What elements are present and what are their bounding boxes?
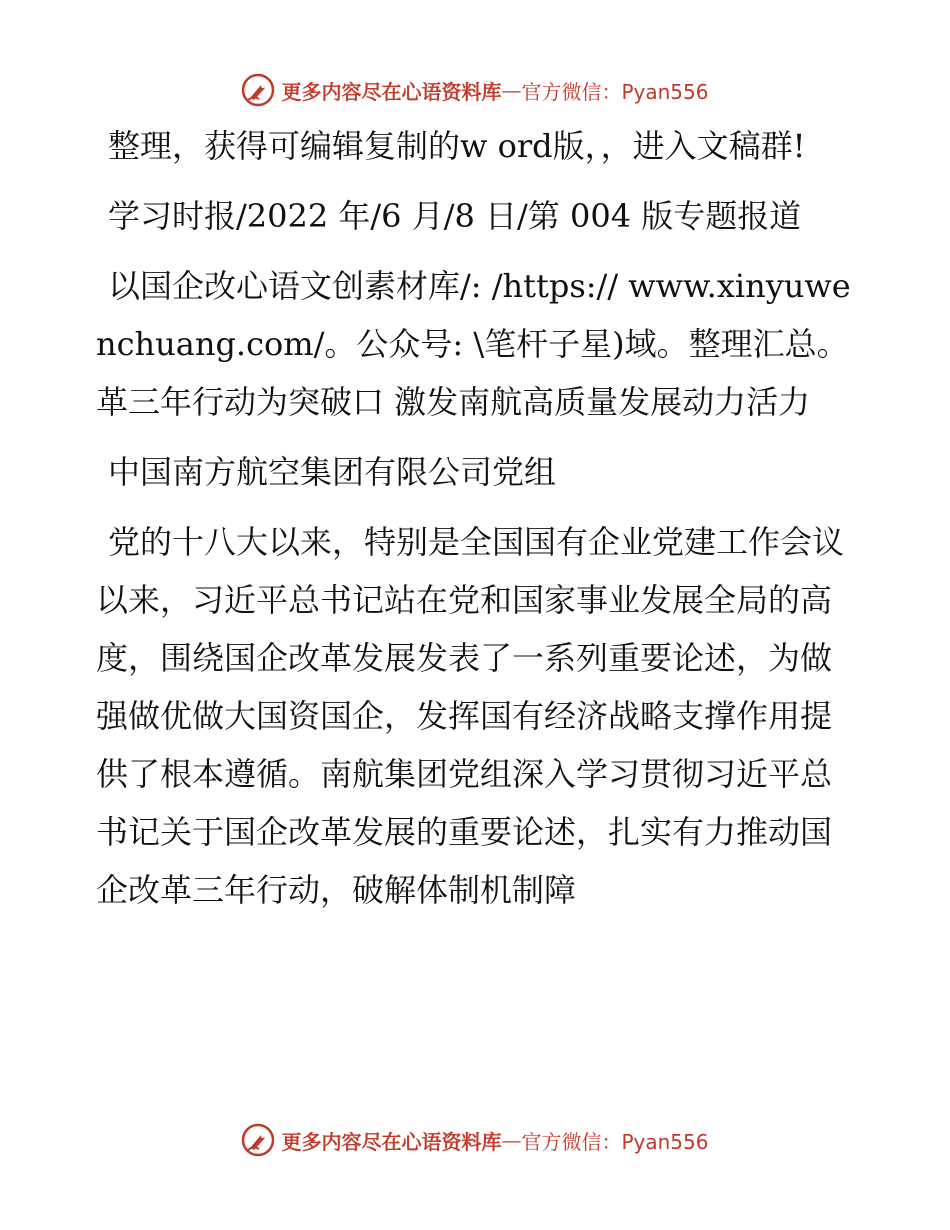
- paragraph-author: 中国南方航空集团有限公司党组: [108, 453, 557, 491]
- banner-brand-text: 更多内容尽在心语资料库: [281, 79, 502, 104]
- paragraph-title: 以国企改心语文创素材库/: /https:// www.xinyuwenchuang.com/。公众号: \笔杆子星)域。整理汇总。革三年行动为突破口 激发南航高质量发展动力活力: [96, 267, 851, 421]
- pen-nib-logo-icon: [241, 1123, 275, 1157]
- document-body: [96, 117, 856, 931]
- header-banner: [0, 70, 950, 110]
- paragraph-body: 党的十八大以来，特别是全国国有企业党建工作会议以来，习近平总书记站在党和国家事业发展全局的高度，围绕国企改革发展发表了一系列重要论述，为做强做优做大国资国企，发挥国有经济战略支撑作用提供了根本遵循。南航集团党组深入学习贯彻习近平总书记关于国企改革发展的重要论述，扎实有力推动国企改革三年行动，破解体制机制障: [96, 523, 845, 909]
- pen-nib-logo-icon: [241, 73, 275, 107]
- banner-separator: —: [501, 78, 522, 102]
- banner-wechat-text: 官方微信：Pyan556: [521, 1129, 709, 1154]
- banner-separator: —: [501, 1128, 522, 1152]
- paragraph-intro: 整理，获得可编辑复制的w ord版，，进入文稿群!: [108, 127, 806, 165]
- banner-wechat-text: 官方微信：Pyan556: [521, 79, 709, 104]
- footer-banner: [0, 1120, 950, 1160]
- paragraph-source: 学习时报/2022 年/6 月/8 日/第 004 版专题报道: [108, 197, 802, 235]
- banner-brand-text: 更多内容尽在心语资料库: [281, 1129, 502, 1154]
